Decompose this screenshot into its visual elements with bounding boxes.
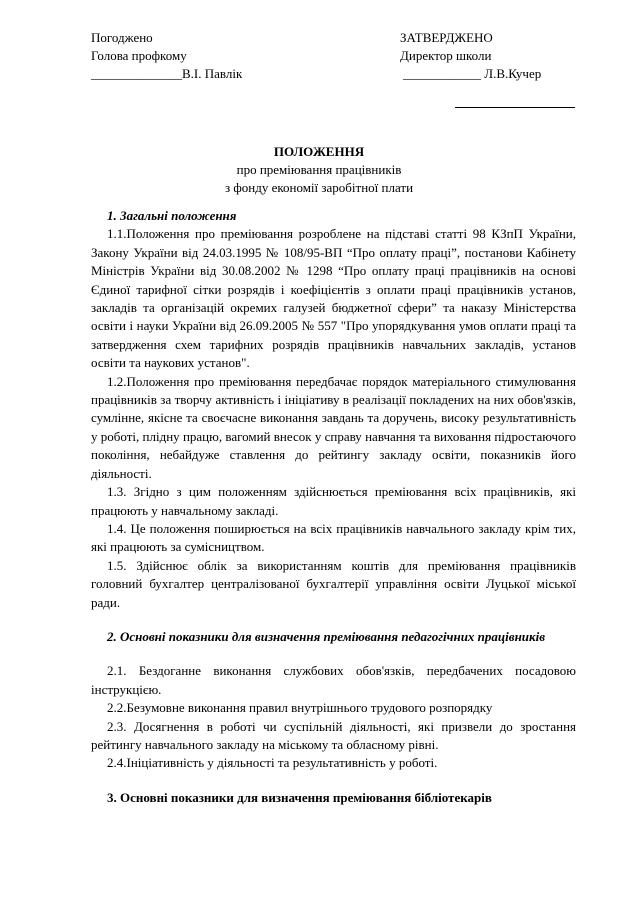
title-main: ПОЛОЖЕННЯ bbox=[273, 144, 365, 159]
section-2-heading: 2. Основні показники для визначення преміювання педагогічних працівників bbox=[107, 628, 546, 644]
date-underline bbox=[455, 107, 575, 108]
document-title bbox=[0, 143, 638, 197]
director-signature: ____________ Л.В.Кучер bbox=[403, 66, 542, 81]
union-head-title: Голова профкому bbox=[91, 48, 187, 63]
agreed-label: Погоджено bbox=[91, 30, 153, 45]
paragraph-1-5: 1.5. Здійснює облік за використанням коштів для преміювання працівників головний бухгалтер централізованої бухгалтерії управління освіти Луцької міської ради. bbox=[91, 557, 576, 610]
section-1-heading: 1. Загальні положення bbox=[107, 208, 237, 223]
spacer bbox=[91, 612, 576, 628]
section-3-heading: 3. Основні показники для визначення преміювання бібліотекарів bbox=[107, 789, 492, 805]
director-title: Директор школи bbox=[400, 48, 492, 63]
paragraph-2-2: 2.2.Безумовне виконання правил внутрішнього трудового розпорядку bbox=[107, 700, 493, 716]
union-head-signature: ______________В.І. Павлік bbox=[91, 66, 243, 81]
paragraph-1-1: 1.1.Положення про преміювання розроблене на підставі статті 98 КЗпП України, Закону України від 24.03.1995 № 108/95-ВП “Про оплату праці”, постанови Кабінету Міністрів України від 30.08.2002 № 1298 “Про оплату праці працівників на основі Єдиної тарифної сітки розрядів і коефіцієнтів з оплати праці працівників установ, закладів та організацій окремих галузей бюджетної сфери” та наказу Міністерства освіти і науки України від 26.09.2005 № 557 "Про упорядкування умов оплати праці та затвердження схем тарифних розрядів працівників навчальних закладів, установ освіти та наукових установ". bbox=[91, 226, 576, 371]
paragraph-2-4: 2.4.Ініціативність у діяльності та результативність у роботі. bbox=[107, 755, 438, 771]
approved-label: ЗАТВЕРДЖЕНО bbox=[400, 30, 493, 45]
paragraph-2-3: 2.3. Досягнення в роботі чи суспільній діяльності, які призвели до зростання рейтингу навчального закладу на міському та обласному рівні. bbox=[91, 718, 576, 752]
approval-right-block bbox=[400, 29, 541, 83]
title-sub-2: з фонду економії заробітної плати bbox=[224, 180, 414, 195]
paragraph-2-1: 2.1. Бездоганне виконання службових обов'язків, передбачених посадовою інструкцією. bbox=[91, 663, 576, 697]
approval-left-block bbox=[91, 29, 242, 83]
paragraph-1-4: 1.4. Це положення поширюється на всіх працівників навчального закладу крім тих, які працюють за сумісництвом. bbox=[91, 520, 576, 555]
document-body bbox=[91, 207, 576, 807]
title-sub-1: про преміювання працівників bbox=[236, 162, 402, 177]
paragraph-1-3: 1.3. Згідно з цим положенням здійснюється преміювання всіх працівників, які працюють у навчальному закладі. bbox=[91, 484, 576, 518]
paragraph-1-2: 1.2.Положення про преміювання передбачає порядок матеріального стимулювання працівників за творчу активність і ініціативу в реалізації покладених на них обов'язків, сумлінне, якісне та своєчасне виконання завдань та доручень, високу результативність у роботі, плідну працю, вагомий внесок у справу навчання та виховання підростаючого покоління, небайдуже ставлення до рейтингу закладу освіти, показників його діяльності. bbox=[91, 373, 576, 481]
spacer bbox=[91, 646, 576, 662]
spacer bbox=[91, 773, 576, 789]
